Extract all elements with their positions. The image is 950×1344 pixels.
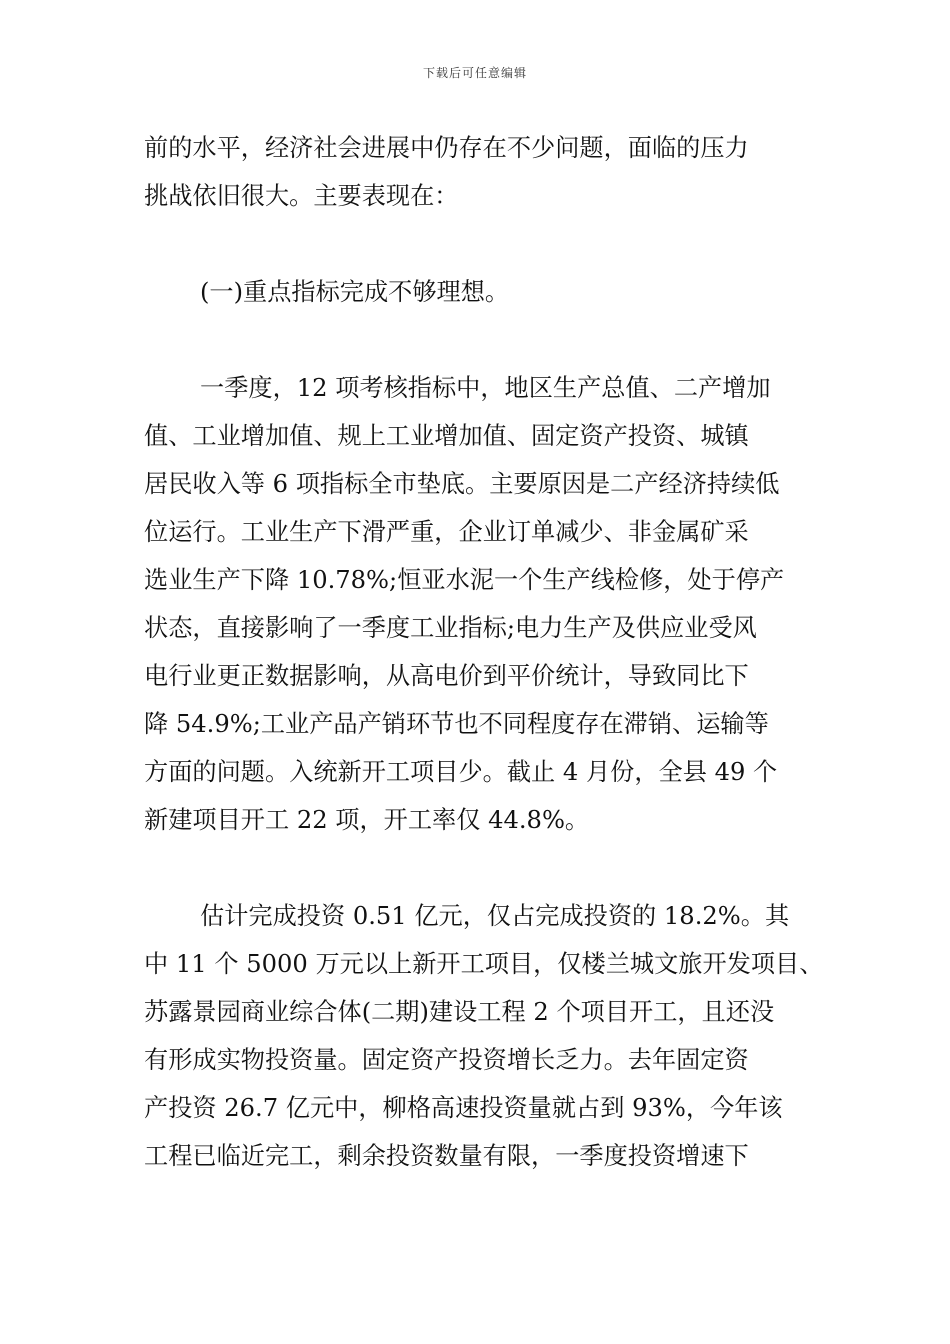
section-heading <box>144 268 810 316</box>
text-line: 新建项目开工 22 项，开工率仅 44.8%。 <box>144 806 590 834</box>
text-line: 工程已临近完工，剩余投资数量有限，一季度投资增速下 <box>144 1142 749 1170</box>
text-line: 产投资 26.7 亿元中，柳格高速投资量就占到 93%，今年该 <box>144 1094 783 1122</box>
text-line: 一季度，12 项考核指标中，地区生产总值、二产增加 <box>200 374 771 402</box>
text-line: 状态，直接影响了一季度工业指标;电力生产及供应业受风 <box>144 614 757 642</box>
paragraph-4 <box>144 892 824 1180</box>
text-line: 选业生产下降 10.78%;恒亚水泥一个生产线检修，处于停产 <box>144 566 785 594</box>
page-header: 下载后可任意编辑 <box>422 66 527 80</box>
text-line: 前的水平，经济社会进展中仍存在不少问题，面临的压力 <box>144 134 749 162</box>
text-line: 挑战依旧很大。主要表现在： <box>144 182 459 210</box>
text-line: 居民收入等 6 项指标全市垫底。主要原因是二产经济持续低 <box>144 470 780 498</box>
paragraph-1 <box>144 124 810 220</box>
document-body <box>144 124 824 1180</box>
text-line: 苏露景园商业综合体(二期)建设工程 2 个项目开工，且还没 <box>144 998 775 1026</box>
text-line: 有形成实物投资量。固定资产投资增长乏力。去年固定资 <box>144 1046 749 1074</box>
text-line: 值、工业增加值、规上工业增加值、固定资产投资、城镇 <box>144 422 749 450</box>
paragraph-gap <box>144 220 810 268</box>
text-line: 方面的问题。入统新开工项目少。截止 4 月份，全县 49 个 <box>144 758 778 786</box>
paragraph-gap <box>144 844 810 892</box>
text-line: 估计完成投资 0.51 亿元，仅占完成投资的 18.2%。其 <box>200 902 790 930</box>
text-line: 位运行。工业生产下滑严重，企业订单减少、非金属矿采 <box>144 518 749 546</box>
text-line: 中 11 个 5000 万元以上新开工项目，仅楼兰城文旅开发项目、 <box>144 950 824 978</box>
text-line: 降 54.9%;工业产品产销环节也不同程度存在滞销、运输等 <box>144 710 769 738</box>
paragraph-gap <box>144 316 810 364</box>
paragraph-3 <box>144 364 810 844</box>
text-line: (一)重点指标完成不够理想。 <box>200 278 510 306</box>
text-line: 电行业更正数据影响，从高电价到平价统计，导致同比下 <box>144 662 749 690</box>
